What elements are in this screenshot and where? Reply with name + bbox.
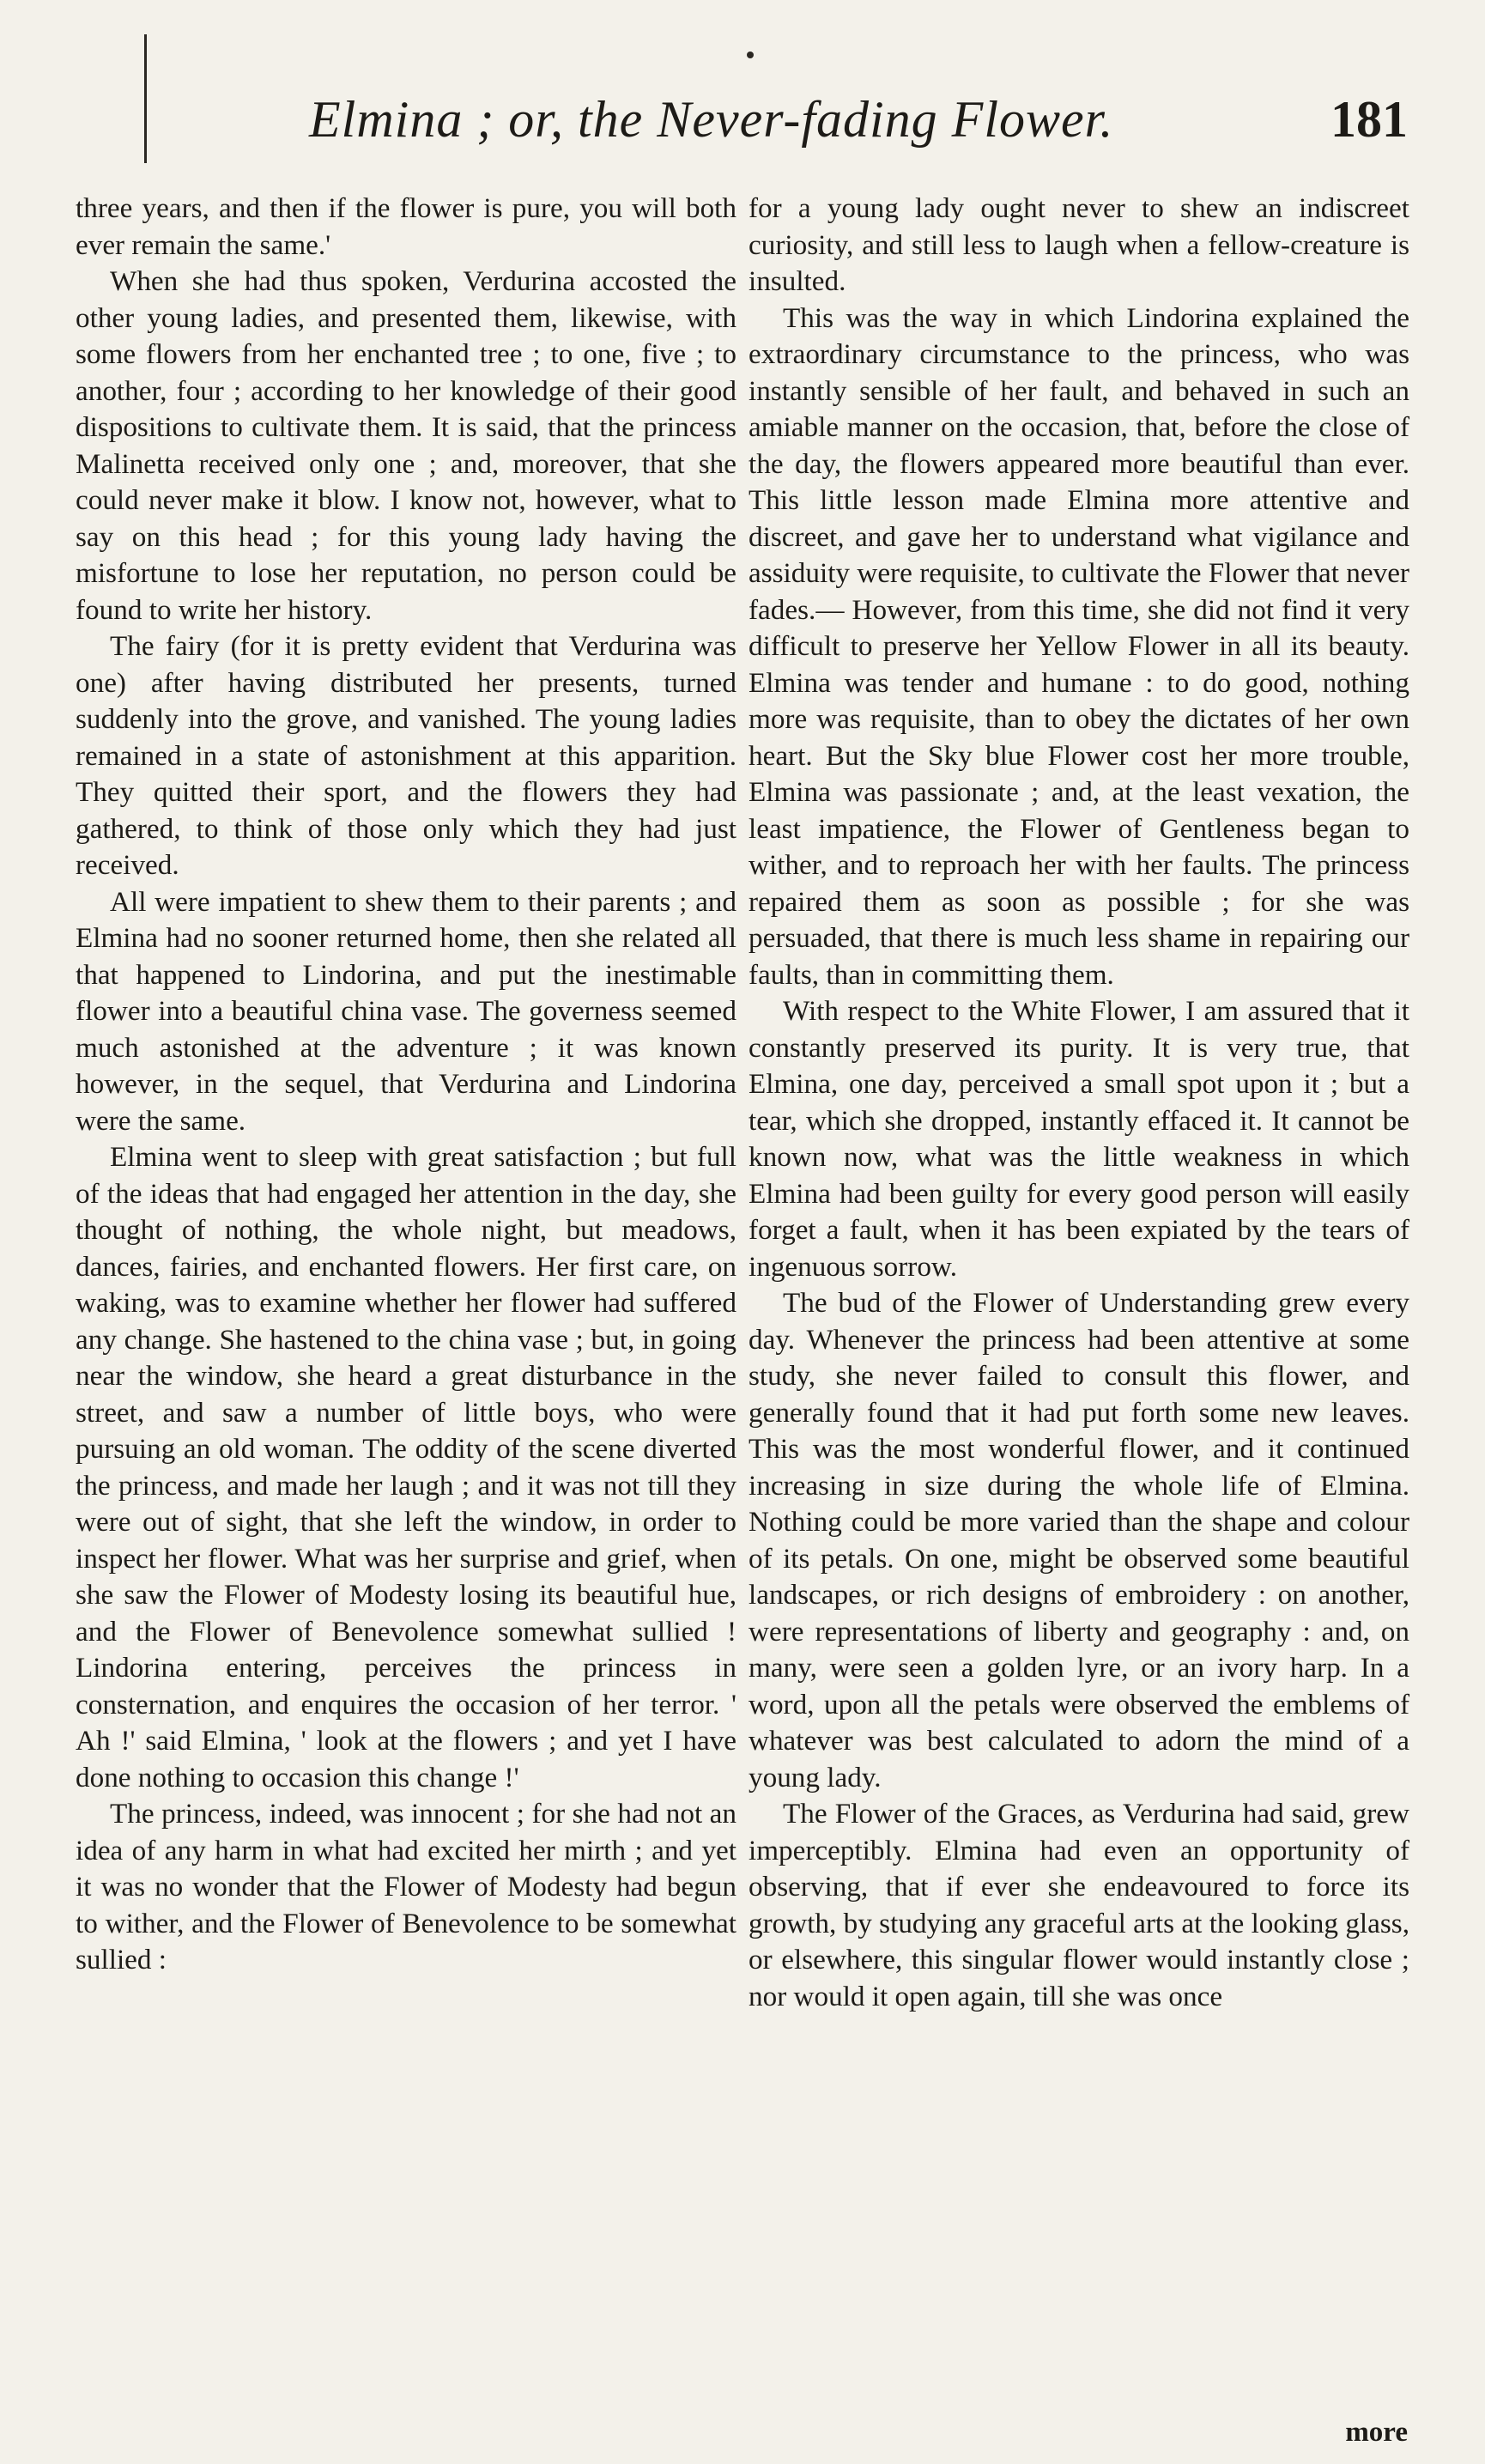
- paragraph: All were impatient to shew them to their parents ; and Elmina had no sooner returned home, then she related all that happened to Lindorina, and put the inestimable flower into a beautiful china vase. The governess seemed much astonished at the adventure ; it was known however, in the sequel, that Verdurina and Lindorina were the same.: [76, 885, 736, 1137]
- paragraph: This was the way in which Lindorina explained the extraordinary circumstance to the princess, who was instantly sensible of her fault, and behaved in such an amiable manner on the occasion, that, before the close of the day, the flowers appeared more beautiful than ever. This little lesson made Elmina more attentive and discreet, and gave her to understand what vigilance and assiduity were requisite, to cultivate the Flower that never fades.— However, from this time, she did not find it very difficult to preserve her Yellow Flower in all its beauty. Elmina was tender and humane : to do good, nothing more was requisite, than to obey the dictates of her own heart. But the Sky blue Flower cost her more trouble, Elmina was passionate ; and, at the least vexation, the least impatience, the Flower of Gentleness began to wither, and to reproach her with her faults. The princess repaired them as soon as possible ; for she was persuaded, that there is much less shame in repairing our faults, than in committing them.: [749, 301, 1409, 991]
- running-title: Elmina ; or, the Never-fading Flower.: [309, 91, 1114, 148]
- paragraph: Elmina went to sleep with great satisfaction ; but full of the ideas that had engaged her attention in the day, she thought of nothing, the whole night, but meadows, dances, fairies, and enchanted flowers. Her first care, on waking, was to examine whether her flower had suffered any change. She hastened to the china vase ; but, in going near the window, she heard a great disturbance in the street, and saw a number of little boys, who were pursuing an old woman. The oddity of the scene diverted the princess, and made her laugh ; and it was not till they were out of sight, that she left the window, in order to inspect her flower. What was her surprise and grief, when she saw the Flower of Modesty losing its beautiful hue, and the Flower of Benevolence somewhat sullied ! Lindorina entering, perceives the princess in consternation, and enquires the occasion of her terror. ' Ah !' said Elmina, ' look at the flowers ; and yet I have done nothing to occasion this change !': [76, 1141, 736, 1793]
- paragraph: The Flower of the Graces, as Verdurina had said, grew imperceptibly. Elmina had even an opportunity of observing, that if ever she endeavoured to force its growth, by studying any graceful arts at the looking glass, or elsewhere, this singular flower would instantly close ; nor would it open again, till she was once: [749, 1798, 1409, 2012]
- page-number: 181: [1330, 91, 1408, 148]
- left-column: [76, 191, 736, 1979]
- catchword: more: [1345, 2417, 1408, 2448]
- page-header: [309, 90, 1408, 167]
- paragraph: three years, and then if the flower is pure, you will both ever remain the same.': [76, 192, 736, 261]
- paragraph: When she had thus spoken, Verdurina accosted the other young ladies, and presented them, likewise, with some flowers from her enchanted tree ; to one, five ; to another, four ; according to her knowledge of their good dispositions to cultivate them. It is said, that the princess Malinetta received only one ; and, moreover, that she could never make it blow. I know not, however, what to say on this head ; for this young lady having the misfortune to lose her reputation, no person could be found to write her history.: [76, 265, 736, 626]
- paragraph: The princess, indeed, was innocent ; for she had not an idea of any harm in what had excited her mirth ; and yet it was no wonder that the Flower of Modesty had begun to wither, and the Flower of Benevolence to be somewhat sullied :: [76, 1798, 736, 1975]
- paragraph: The bud of the Flower of Understanding grew every day. Whenever the princess had been attentive at some study, she never failed to consult this flower, and generally found that it had put forth some new leaves. This was the most wonderful flower, and it continued increasing in size during the whole life of Elmina. Nothing could be more varied than the shape and colour of its petals. On one, might be observed some beautiful landscapes, or rich designs of embroidery : on another, were representations of liberty and geography : and, on many, were seen a golden lyre, or an ivory harp. In a word, upon all the petals were observed the emblems of whatever was best calculated to adorn the mind of a young lady.: [749, 1287, 1409, 1793]
- ink-speck: [747, 52, 754, 58]
- margin-rule: [144, 34, 147, 163]
- right-column: [749, 191, 1409, 2015]
- paragraph: With respect to the White Flower, I am assured that it constantly preserved its purity. It is very true, that Elmina, one day, perceived a small spot upon it ; but a tear, which she dropped, instantly effaced it. It cannot be known now, what was the little weakness in which Elmina had been guilty for every good person will easily forget a fault, when it has been expiated by the tears of ingenuous sorrow.: [749, 995, 1409, 1283]
- paragraph: for a young lady ought never to shew an indiscreet curiosity, and still less to laugh when a fellow-creature is insulted.: [749, 192, 1409, 297]
- paragraph: The fairy (for it is pretty evident that Verdurina was one) after having distributed her presents, turned suddenly into the grove, and vanished. The young ladies remained in a state of astonishment at this apparition. They quitted their sport, and the flowers they had gathered, to think of those only which they had just received.: [76, 630, 736, 881]
